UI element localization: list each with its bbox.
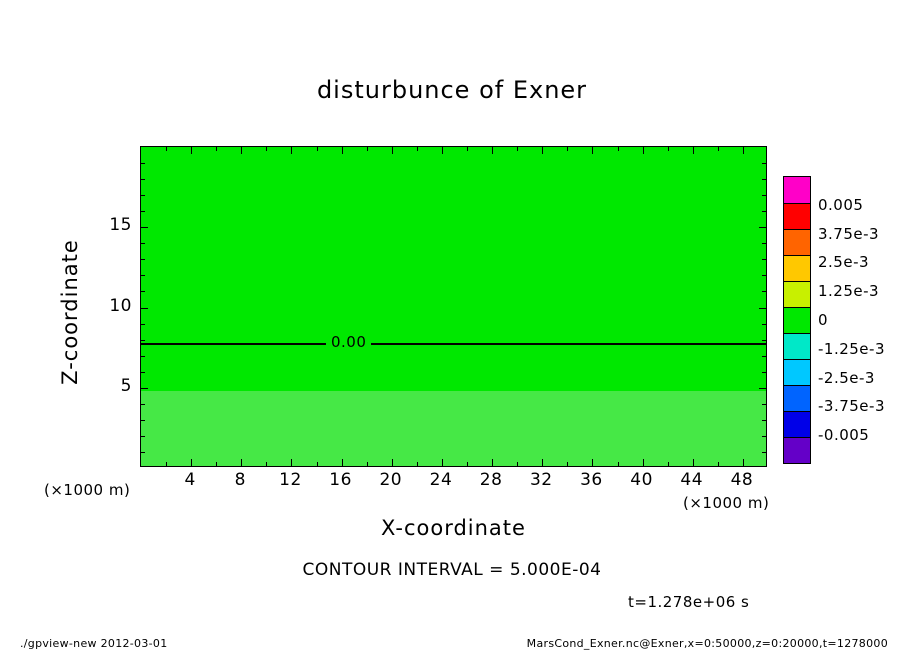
- x-tick-label: 44: [680, 470, 704, 490]
- x-tick-minor: [718, 147, 719, 151]
- x-tick: [442, 147, 443, 154]
- colorbar-divider: [784, 333, 810, 334]
- y-tick-minor: [762, 420, 766, 421]
- colorbar-segment: [784, 255, 810, 281]
- plot-area: [140, 146, 767, 467]
- x-tick-minor: [618, 147, 619, 151]
- contour-interval-text: CONTOUR INTERVAL = 5.000E-04: [302, 560, 602, 580]
- y-tick-minor: [762, 436, 766, 437]
- y-tick-minor: [762, 259, 766, 260]
- x-tick: [693, 147, 694, 154]
- x-unit-right: (×1000 m): [683, 494, 770, 512]
- colorbar-segment: [784, 307, 810, 333]
- y-tick-minor: [762, 291, 766, 292]
- page-title: disturbunce of Exner: [316, 76, 588, 104]
- x-tick-minor: [216, 462, 217, 466]
- colorbar-tick-label: -3.75e-3: [818, 397, 885, 416]
- time-label: t=1.278e+06 s: [628, 593, 750, 611]
- x-tick-label: 40: [630, 470, 653, 490]
- x-tick: [241, 459, 242, 466]
- colorbar-segment: [784, 281, 810, 307]
- colorbar-divider: [784, 307, 810, 308]
- x-tick: [743, 147, 744, 154]
- y-tick: [141, 308, 148, 309]
- colorbar-segment: [784, 411, 810, 437]
- x-tick-label: 32: [529, 470, 553, 490]
- contour-line-zero: [141, 343, 766, 345]
- y-tick-minor: [762, 275, 766, 276]
- colorbar-divider: [784, 437, 810, 438]
- colorbar-segment: [784, 385, 810, 411]
- x-tick: [743, 459, 744, 466]
- x-tick-label: 12: [279, 470, 302, 490]
- x-tick-label: 16: [329, 470, 352, 490]
- y-tick-minor: [141, 372, 145, 373]
- x-tick: [693, 459, 694, 466]
- x-tick-minor: [467, 462, 468, 466]
- x-tick: [592, 459, 593, 466]
- colorbar-divider: [784, 411, 810, 412]
- colorbar-tick-label: 3.75e-3: [818, 224, 880, 243]
- y-tick-minor: [141, 452, 145, 453]
- x-tick: [342, 147, 343, 154]
- y-tick-minor: [141, 243, 145, 244]
- y-tick-minor: [762, 356, 766, 357]
- x-tick-minor: [718, 462, 719, 466]
- x-tick: [442, 459, 443, 466]
- x-tick-minor: [467, 147, 468, 151]
- x-tick: [241, 147, 242, 154]
- y-tick-minor: [762, 179, 766, 180]
- y-tick-minor: [141, 356, 145, 357]
- y-tick-minor: [141, 259, 145, 260]
- y-tick-minor: [141, 404, 145, 405]
- x-tick: [643, 147, 644, 154]
- field-band: [141, 391, 766, 467]
- contour-label-zero: 0.00: [326, 333, 371, 351]
- x-tick-minor: [166, 462, 167, 466]
- y-tick-minor: [762, 195, 766, 196]
- x-tick-minor: [567, 147, 568, 151]
- x-tick-minor: [517, 462, 518, 466]
- y-tick: [141, 227, 148, 228]
- y-tick-minor: [762, 163, 766, 164]
- x-tick-label: 36: [580, 470, 603, 490]
- y-tick-minor: [141, 179, 145, 180]
- y-tick: [759, 388, 766, 389]
- x-tick-label: 28: [479, 470, 503, 490]
- y-tick-label: 15: [109, 215, 132, 236]
- colorbar-segment: [784, 437, 810, 463]
- y-tick: [759, 308, 766, 309]
- colorbar-tick-label: 1.25e-3: [818, 282, 880, 301]
- y-tick-minor: [141, 163, 145, 164]
- colorbar-divider: [784, 203, 810, 204]
- x-tick: [492, 459, 493, 466]
- x-tick-minor: [266, 147, 267, 151]
- x-tick-label: 24: [429, 470, 453, 490]
- y-tick-minor: [762, 452, 766, 453]
- colorbar-segment: [784, 203, 810, 229]
- colorbar: [783, 176, 811, 464]
- x-tick-minor: [317, 147, 318, 151]
- y-tick-minor: [141, 420, 145, 421]
- colorbar-tick-label: -1.25e-3: [818, 339, 885, 358]
- colorbar-segment: [784, 177, 810, 203]
- footer-left-text: ./gpview-new 2012-03-01: [20, 637, 168, 650]
- colorbar-divider: [784, 359, 810, 360]
- colorbar-divider: [784, 255, 810, 256]
- x-tick: [542, 459, 543, 466]
- x-tick: [492, 147, 493, 154]
- y-tick-minor: [141, 195, 145, 196]
- colorbar-segment: [784, 229, 810, 255]
- x-tick-minor: [417, 462, 418, 466]
- y-axis-title: Z-coordinate: [58, 239, 82, 385]
- y-tick-minor: [141, 324, 145, 325]
- colorbar-divider: [784, 385, 810, 386]
- x-tick-minor: [668, 147, 669, 151]
- y-tick: [759, 227, 766, 228]
- y-tick-minor: [141, 275, 145, 276]
- colorbar-tick-label: -0.005: [818, 426, 870, 445]
- colorbar-tick-label: -2.5e-3: [818, 368, 875, 387]
- colorbar-segment: [784, 359, 810, 385]
- x-tick: [291, 147, 292, 154]
- colorbar-divider: [784, 281, 810, 282]
- x-tick: [643, 459, 644, 466]
- y-tick-minor: [141, 211, 145, 212]
- x-tick-minor: [618, 462, 619, 466]
- colorbar-tick-label: 0.005: [818, 195, 864, 214]
- x-tick-minor: [668, 462, 669, 466]
- colorbar-tick-label: 0: [818, 311, 829, 329]
- x-tick-label: 20: [379, 470, 403, 490]
- x-tick-minor: [317, 462, 318, 466]
- y-tick-label: 5: [120, 375, 132, 396]
- y-tick-minor: [762, 404, 766, 405]
- x-tick: [592, 147, 593, 154]
- footer-right-text: MarsCond_Exner.nc@Exner,x=0:50000,z=0:20000,t=1278000: [526, 637, 888, 650]
- x-tick-label: 4: [184, 470, 196, 490]
- x-tick-minor: [266, 462, 267, 466]
- y-tick: [141, 388, 148, 389]
- x-tick: [191, 459, 192, 466]
- x-tick: [392, 459, 393, 466]
- y-tick-minor: [762, 324, 766, 325]
- x-tick-minor: [367, 147, 368, 151]
- colorbar-divider: [784, 229, 810, 230]
- y-tick-minor: [762, 243, 766, 244]
- x-tick-minor: [517, 147, 518, 151]
- x-tick: [342, 459, 343, 466]
- x-tick-minor: [166, 147, 167, 151]
- field-band: [141, 147, 766, 391]
- x-tick: [191, 147, 192, 154]
- x-tick-label: 48: [730, 470, 754, 490]
- x-tick: [291, 459, 292, 466]
- x-tick: [392, 147, 393, 154]
- x-tick-minor: [417, 147, 418, 151]
- x-tick-minor: [567, 462, 568, 466]
- x-tick: [542, 147, 543, 154]
- x-tick-minor: [367, 462, 368, 466]
- colorbar-segment: [784, 333, 810, 359]
- y-tick-label: 10: [109, 295, 132, 316]
- y-tick-minor: [141, 340, 145, 341]
- colorbar-tick-label: 2.5e-3: [818, 253, 870, 272]
- x-unit-left: (×1000 m): [44, 481, 131, 499]
- x-axis-title: X-coordinate: [381, 516, 526, 540]
- x-tick-label: 8: [234, 470, 246, 490]
- x-tick-minor: [216, 147, 217, 151]
- y-tick-minor: [762, 340, 766, 341]
- y-tick-minor: [762, 211, 766, 212]
- y-tick-minor: [141, 436, 145, 437]
- y-tick-minor: [762, 372, 766, 373]
- y-tick-minor: [141, 291, 145, 292]
